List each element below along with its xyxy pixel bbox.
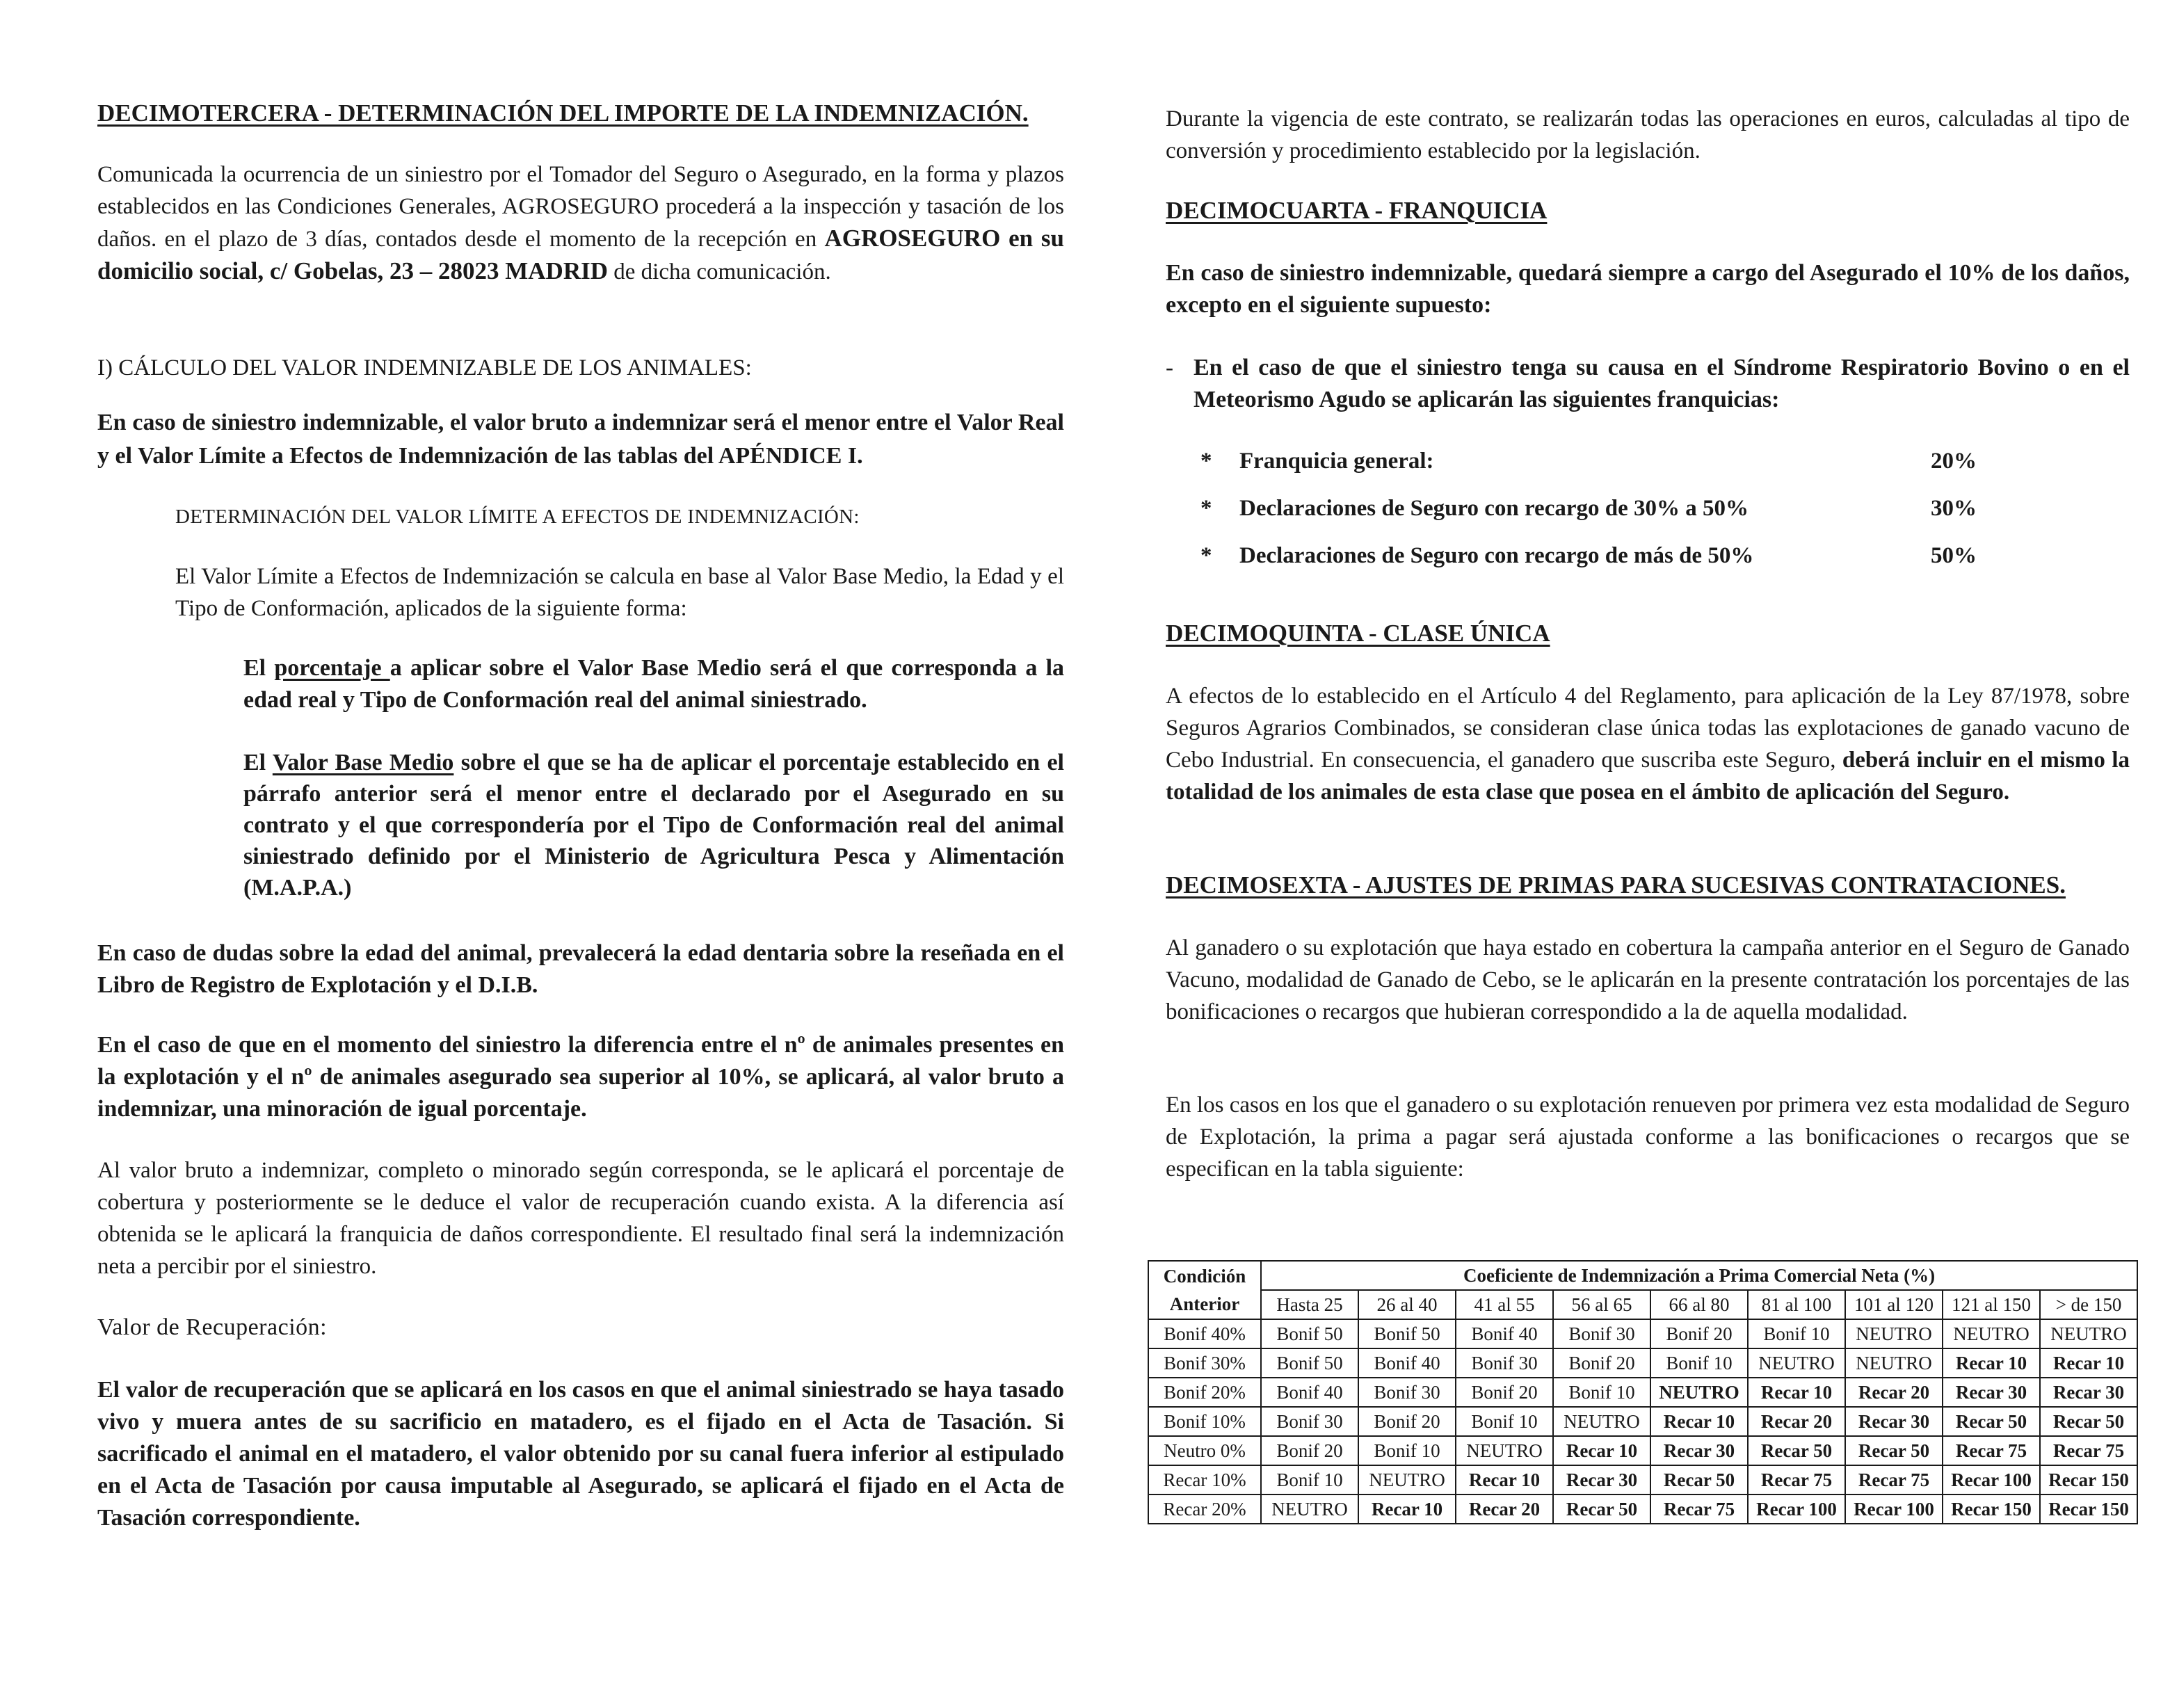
para-ganadero-cobertura: Al ganadero o su explotación que haya estado en cobertura la campaña anterior en el Seguro de Ganado Vacuno, modalidad de Ganado de Cebo, se le aplicarán en la presente contratación los porcentajes de las bonificaciones o recargos que hubieran correspondido a la de aquella modalidad. [1166, 935, 2130, 1024]
table-cell: Recar 10 [1943, 1348, 2040, 1378]
coeficiente-table [1148, 1260, 2138, 1524]
table-cell: Bonif 20 [1553, 1348, 1650, 1378]
franquicia-item-mas-50: * Declaraciones de Seguro con recargo de más de 50% 50% [1200, 540, 2105, 572]
table-cell: Recar 10 [1650, 1407, 1748, 1436]
table-cell: NEUTRO [1553, 1407, 1650, 1436]
row-label: Bonif 20% [1148, 1378, 1261, 1407]
table-column-header: 66 al 80 [1650, 1290, 1748, 1319]
heading-decimocuarta: DECIMOCUARTA - FRANQUICIA [1166, 197, 1548, 224]
table-cell: Recar 75 [2040, 1436, 2137, 1465]
table-cell: Recar 100 [1845, 1494, 1943, 1524]
table-cell: Bonif 20 [1261, 1436, 1358, 1465]
table-row [1148, 1407, 2137, 1436]
table-row [1148, 1465, 2137, 1494]
table-cell: Bonif 20 [1456, 1378, 1553, 1407]
bullet-star: * [1200, 543, 1212, 568]
para-clase-unica: A efectos de lo establecido en el Artículo 4 del Reglamento, para aplicación de la Ley 87/1978, sobre Seguros Agrarios Combinados, se consideran clase única todas las explotaciones de ganado vacuno de Cebo Industrial. En consecuencia, el ganadero que suscriba este Seguro, deberá incluir en el mismo la totalidad de los animales de esta clase que posea en el ámbito de aplicación del Seguro. [1166, 684, 2130, 805]
table-row [1148, 1436, 2137, 1465]
table-cell: Bonif 30 [1261, 1407, 1358, 1436]
table-title: Coeficiente de Indemnización a Prima Comercial Neta (%) [1261, 1261, 2137, 1290]
para-diferencia-animales: En el caso de que en el momento del siniestro la diferencia entre el nº de animales presentes en la explotación y el nº de animales asegurado sea superior al 10%, se aplicará, al valor bruto a indemnizar, una minoración de igual porcentaje. [97, 1032, 1064, 1122]
table-cell: Bonif 10 [1748, 1319, 1845, 1348]
table-cell: Recar 30 [1845, 1407, 1943, 1436]
table-cell: Recar 10 [1553, 1436, 1650, 1465]
table-cell: Bonif 30 [1456, 1348, 1553, 1378]
heading-decimotercera: DECIMOTERCERA - DETERMINACIÓN DEL IMPORTE DE LA INDEMNIZACIÓN. [97, 99, 1029, 127]
table-cell: Recar 150 [2040, 1465, 2137, 1494]
table-cell: Recar 50 [1748, 1436, 1845, 1465]
table-cell: Recar 30 [1943, 1378, 2040, 1407]
para-supuesto: En el caso de que el siniestro tenga su causa en el Síndrome Respiratorio Bovino o en el Meteorismo Agudo se aplicarán las siguientes franquicias: [1194, 355, 2130, 412]
table-column-header: 26 al 40 [1358, 1290, 1456, 1319]
heading-decimosexta: DECIMOSEXTA - AJUSTES DE PRIMAS PARA SUCESIVAS CONTRATACIONES. [1166, 871, 2066, 899]
table-cell: NEUTRO [1845, 1348, 1943, 1378]
row-label: Bonif 40% [1148, 1319, 1261, 1348]
table-cell: Recar 75 [1845, 1465, 1943, 1494]
agroseguro-address: AGROSEGURO en su domicilio social, c/ Gobelas, 23 – 28023 MADRID [97, 225, 1064, 284]
table-cell: NEUTRO [1845, 1319, 1943, 1348]
table-cell: NEUTRO [1748, 1348, 1845, 1378]
row-label: Bonif 10% [1148, 1407, 1261, 1436]
table-cell: Bonif 20 [1650, 1319, 1748, 1348]
table-cell: Recar 75 [1943, 1436, 2040, 1465]
franquicia-item-general: * Franquicia general: 20% [1200, 445, 2105, 477]
heading-decimoquinta: DECIMOQUINTA - CLASE ÚNICA [1166, 620, 1550, 647]
table-cell: Recar 100 [1748, 1494, 1845, 1524]
table-row [1148, 1494, 2137, 1524]
porcentaje-term: porcentaje [274, 655, 390, 681]
table-cell: Recar 10 [1456, 1465, 1553, 1494]
table-cell: Bonif 30 [1358, 1378, 1456, 1407]
para-valor-bruto-aplicacion: Al valor bruto a indemnizar, completo o minorado según corresponda, se le aplicará el porcentaje de cobertura y posteriormente se le deduce el valor de recuperación cuando exista. A la diferencia así obtenida se le aplicará la franquicia de daños correspondiente. El resultado final será la indemnización neta a percibir por el siniestro. [97, 1158, 1064, 1279]
table-title-row [1148, 1261, 2137, 1290]
para-primera-vez: En los casos en los que el ganadero o su explotación renueven por primera vez esta modalidad de Seguro de Explotación, la prima a pagar será ajustada conforme a las bonificaciones o recargos que se especifican en la tabla siguiente: [1166, 1093, 2130, 1182]
dash-marker: - [1166, 355, 1173, 380]
table-cell: Recar 100 [1943, 1465, 2040, 1494]
para-porcentaje: El porcentaje a aplicar sobre el Valor Base Medio será el que corresponda a la edad real y Tipo de Conformación real del animal siniestrado. [243, 655, 1065, 713]
table-cell: Recar 10 [2040, 1348, 2137, 1378]
subsection-title-valor-limite: DETERMINACIÓN DEL VALOR LÍMITE A EFECTOS DE INDEMNIZACIÓN: [175, 506, 860, 528]
table-cell: Recar 75 [1650, 1494, 1748, 1524]
table-column-header: 81 al 100 [1748, 1290, 1845, 1319]
row-label: Recar 20% [1148, 1494, 1261, 1524]
para-franquicia: En caso de siniestro indemnizable, quedará siempre a cargo del Asegurado el 10% de los daños, excepto en el siguiente supuesto: [1166, 260, 2130, 318]
table-column-header: 101 al 120 [1845, 1290, 1943, 1319]
table-column-header: 41 al 55 [1456, 1290, 1553, 1319]
table-cell: Bonif 30 [1553, 1319, 1650, 1348]
table-cell: Bonif 40 [1456, 1319, 1553, 1348]
table-column-header: > de 150 [2040, 1290, 2137, 1319]
table-column-header: 56 al 65 [1553, 1290, 1650, 1319]
para-valor-base-medio: El Valor Base Medio sobre el que se ha de aplicar el porcentaje establecido en el párrafo anterior será el menor entre el declarado por el Asegurado en su contrato y el que correspondería por el Tipo de Conformación real del animal siniestrado definido por el Ministerio de Agricultura Pesca y Alimentación (M.A.P.A.) [243, 750, 1064, 901]
table-column-header: Hasta 25 [1261, 1290, 1358, 1319]
para-dudas-edad: En caso de dudas sobre la edad del animal, prevalecerá la edad dentaria sobre la reseñada en el Libro de Registro de Explotación y el D.I.B. [97, 940, 1064, 998]
para-euros: Durante la vigencia de este contrato, se realizarán todas las operaciones en euros, calculadas al tipo de conversión y procedimiento establecido por la legislación. [1166, 106, 2130, 163]
intro-paragraph: Comunicada la ocurrencia de un siniestro por el Tomador del Seguro o Asegurado, en la forma y plazos establecidos en las Condiciones Generales, AGROSEGURO procederá a la inspección y tasación de los daños. en el plazo de 3 días, contados desde el momento de la recepción en AGROSEGURO en su domicilio social, c/ Gobelas, 23 – 28023 MADRID de dicha comunicación. [97, 162, 1064, 284]
table-cell: Recar 150 [1943, 1494, 2040, 1524]
table-cell: NEUTRO [1358, 1465, 1456, 1494]
table-cell: Recar 50 [1845, 1436, 1943, 1465]
table-cell: Bonif 10 [1553, 1378, 1650, 1407]
table-cell: Bonif 10 [1261, 1465, 1358, 1494]
franquicia-item-30-50: * Declaraciones de Seguro con recargo de 30% a 50% 30% [1200, 492, 2105, 524]
table-cell: Recar 30 [1553, 1465, 1650, 1494]
para-valor-limite: El Valor Límite a Efectos de Indemnización se calcula en base al Valor Base Medio, la Edad y el Tipo de Conformación, aplicados de la siguiente forma: [175, 564, 1064, 621]
table-cell: NEUTRO [1456, 1436, 1553, 1465]
para-valor-bruto-menor: En caso de siniestro indemnizable, el valor bruto a indemnizar será el menor entre el Valor Real y el Valor Límite a Efectos de Indemnización de las tablas del APÉNDICE I. [97, 410, 1064, 469]
table-cell: Bonif 20 [1358, 1407, 1456, 1436]
table-cell: Bonif 50 [1261, 1348, 1358, 1378]
table-row [1148, 1378, 2137, 1407]
table-column-header-row [1148, 1290, 2137, 1319]
table-cell: Recar 10 [1748, 1378, 1845, 1407]
table-cell: Bonif 50 [1358, 1319, 1456, 1348]
table-body [1148, 1319, 2137, 1524]
table-cell: Recar 150 [2040, 1494, 2137, 1524]
bullet-star: * [1200, 496, 1212, 521]
table-column-header: 121 al 150 [1943, 1290, 2040, 1319]
recuperacion-title: Valor de Recuperación: [97, 1314, 328, 1340]
table-cell: Recar 75 [1748, 1465, 1845, 1494]
table-cell: Bonif 40 [1358, 1348, 1456, 1378]
table-cell: Recar 50 [1650, 1465, 1748, 1494]
table-cell: Recar 20 [1845, 1378, 1943, 1407]
table-cell: Bonif 10 [1358, 1436, 1456, 1465]
table-cell: Recar 10 [1358, 1494, 1456, 1524]
clase-unica-obligacion: deberá incluir en el mismo la totalidad de los animales de esta clase que posea en el ámbito de aplicación del Seguro. [1166, 748, 2130, 805]
table-row [1148, 1319, 2137, 1348]
table-cell: Recar 30 [1650, 1436, 1748, 1465]
table-cell: NEUTRO [1943, 1319, 2040, 1348]
bullet-star: * [1200, 449, 1212, 474]
row-label: Neutro 0% [1148, 1436, 1261, 1465]
table-cell: NEUTRO [2040, 1319, 2137, 1348]
table-row [1148, 1348, 2137, 1378]
row-label: Bonif 30% [1148, 1348, 1261, 1378]
table-cell: Recar 50 [2040, 1407, 2137, 1436]
table-cell: NEUTRO [1650, 1378, 1748, 1407]
row-label: Recar 10% [1148, 1465, 1261, 1494]
section-1-title: I) CÁLCULO DEL VALOR INDEMNIZABLE DE LOS ANIMALES: [97, 355, 752, 380]
table-cell: Recar 50 [1943, 1407, 2040, 1436]
table-cell: Bonif 40 [1261, 1378, 1358, 1407]
valor-base-medio-term: Valor Base Medio [272, 750, 454, 775]
table-cell: Bonif 50 [1261, 1319, 1358, 1348]
table-cell: Recar 20 [1456, 1494, 1553, 1524]
table-corner-header: Condición Anterior [1148, 1261, 1261, 1319]
table-cell: NEUTRO [1261, 1494, 1358, 1524]
table-cell: Bonif 10 [1456, 1407, 1553, 1436]
table-cell: Bonif 10 [1650, 1348, 1748, 1378]
table-cell: Recar 50 [1553, 1494, 1650, 1524]
table-cell: Recar 20 [1748, 1407, 1845, 1436]
table-cell: Recar 30 [2040, 1378, 2137, 1407]
para-valor-recuperacion: El valor de recuperación que se aplicará en los casos en que el animal siniestrado se haya tasado vivo y muera antes de su sacrificio en matadero, es el fijado en el Acta de Tasación. Si sacrificado el animal en el matadero, el valor obtenido por su canal fuera inferior al estipulado en el Acta de Tasación por causa imputable al Asegurado, se aplicará el fijado en el Acta de Tasación correspondiente. [97, 1377, 1064, 1531]
